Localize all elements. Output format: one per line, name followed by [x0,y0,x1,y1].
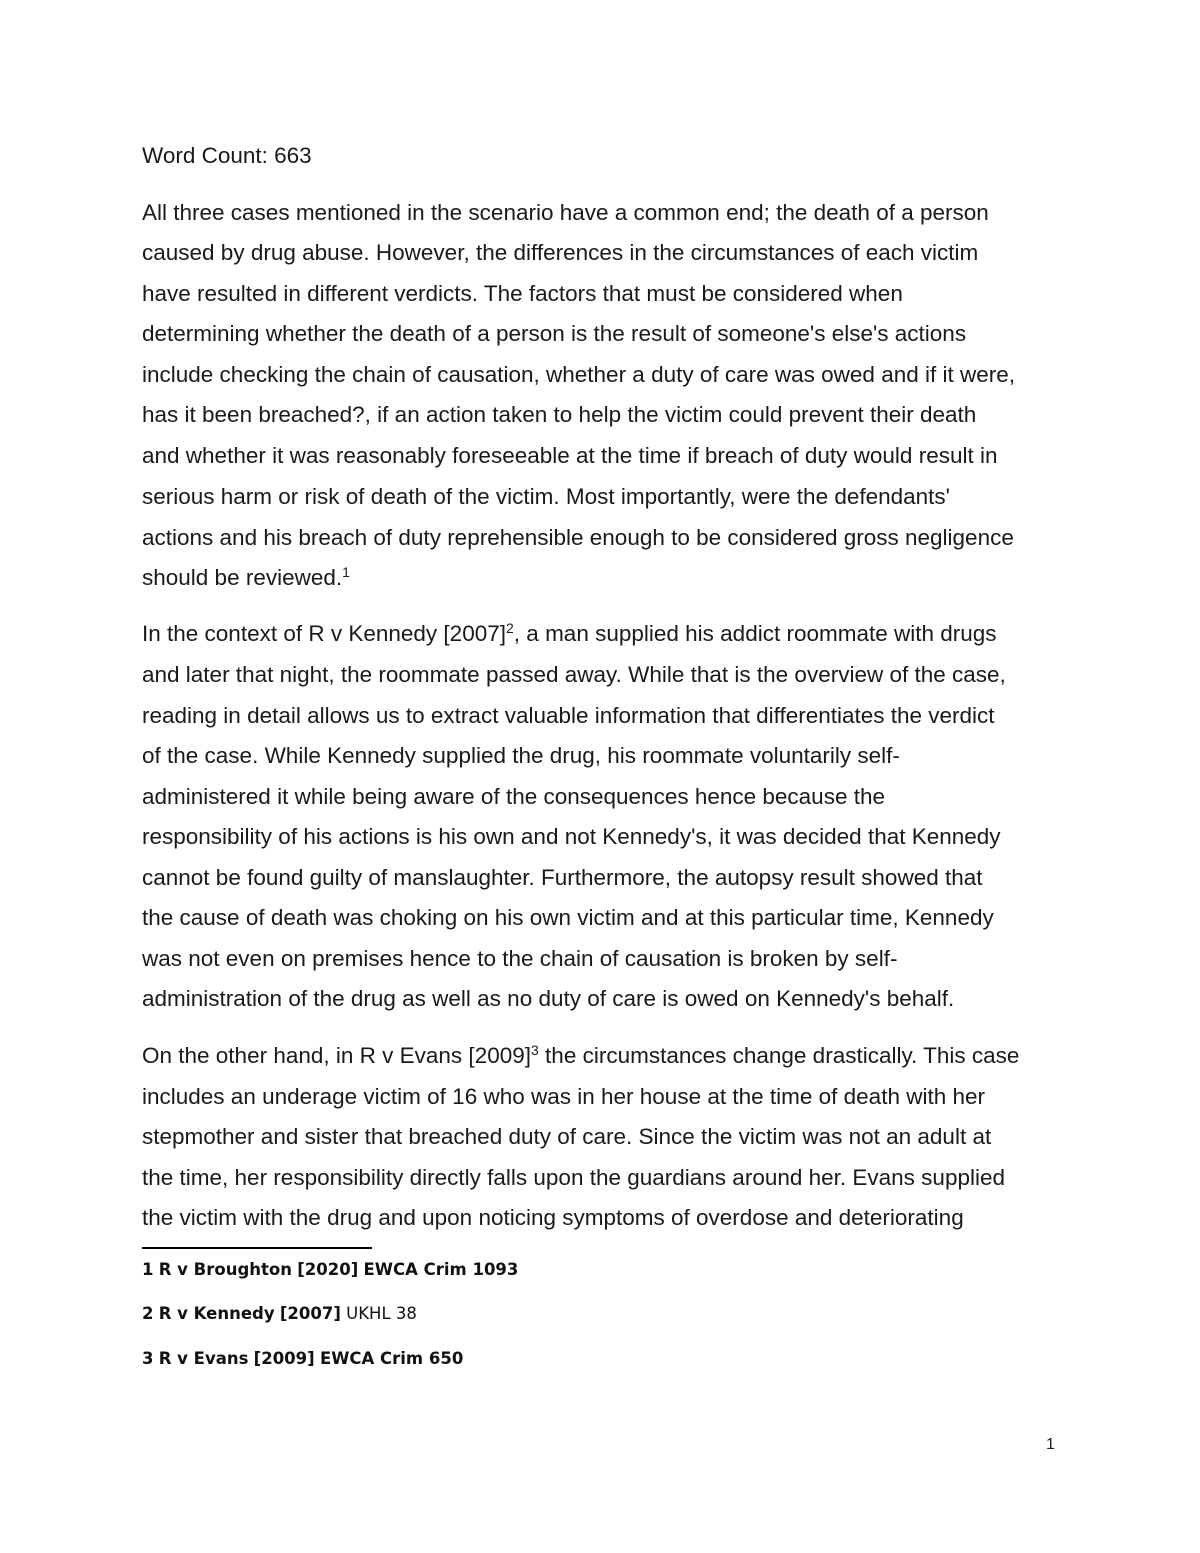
text-span: In the context of R v Kennedy [2007] [142,621,506,646]
footnote-number: 3 [142,1349,154,1368]
text-line: was not even on premises hence to the chain of causation is broken by self- [142,946,898,971]
footnote-separator [142,1247,372,1249]
footnote-2 [142,1303,417,1325]
text-line: stepmother and sister that breached duty of care. Since the victim was not an adult at [142,1124,992,1149]
footnote-ref-3[interactable]: 3 [531,1042,539,1058]
text-line: have resulted in different verdicts. The factors that must be considered when [142,281,903,306]
footnote-case: R v Evans [158,1349,249,1368]
footnote-case: R v Broughton [158,1260,293,1279]
text-line: cannot be found guilty of manslaughter. Furthermore, the autopsy result showed that [142,865,983,890]
footnote-ref-2[interactable]: 2 [506,620,514,636]
text-line: administration of the drug as well as no duty of care is owed on Kennedy's behalf. [142,986,955,1011]
text-line [142,564,350,592]
footnote-year: [2007] [279,1304,341,1323]
footnote-citation: UKHL 38 [346,1304,417,1323]
footnote-3 [142,1348,463,1370]
text-span: On the other hand, in R v Evans [2009] [142,1043,531,1068]
text-line: of the case. While Kennedy supplied the drug, his roommate voluntarily self- [142,743,900,768]
text-line: reading in detail allows us to extract valuable information that differentiates the verdict [142,703,995,728]
text-line: and whether it was reasonably foreseeable at the time if breach of duty would result in [142,443,998,468]
text-line: All three cases mentioned in the scenario have a common end; the death of a person [142,200,989,225]
text-line: actions and his breach of duty reprehensible enough to be considered gross negligence [142,525,1014,550]
text-span: , a man supplied his addict roommate with drugs [513,621,997,646]
text-line: includes an underage victim of 16 who was in her house at the time of death with her [142,1084,985,1109]
text-line: administered it while being aware of the consequences hence because the [142,784,885,809]
text-line: and later that night, the roommate passed away. While that is the overview of the case, [142,662,1006,687]
footnote-year: [2009] [253,1349,315,1368]
text-line: include checking the chain of causation, whether a duty of care was owed and if it were, [142,362,1016,387]
text-line: the cause of death was choking on his own victim and at this particular time, Kennedy [142,905,994,930]
footnote-number: 1 [142,1260,154,1279]
text-span: should be reviewed. [142,565,343,590]
footnote-1 [142,1259,518,1281]
footnote-citation: EWCA Crim 650 [319,1349,464,1368]
text-line: serious harm or risk of death of the victim. Most importantly, were the defendants' [142,484,950,509]
text-line: determining whether the death of a person is the result of someone's else's actions [142,321,967,346]
word-count: Word Count: 663 [142,143,312,168]
footnote-ref-1[interactable]: 1 [342,564,350,580]
text-line: has it been breached?, if an action taken to help the victim could prevent their death [142,402,977,427]
footnote-number: 2 [142,1304,154,1323]
page-number: 1 [1046,1436,1055,1453]
text-line [142,1042,1019,1070]
text-line: caused by drug abuse. However, the differences in the circumstances of each victim [142,240,979,265]
footnote-case: R v Kennedy [158,1304,275,1323]
text-line: the time, her responsibility directly falls upon the guardians around her. Evans supplied [142,1165,1005,1190]
text-line: the victim with the drug and upon noticing symptoms of overdose and deteriorating [142,1205,964,1230]
footnote-year: [2020] [297,1260,359,1279]
text-line [142,620,997,648]
footnote-citation: EWCA Crim 1093 [363,1260,519,1279]
text-span: the circumstances change drastically. This case [538,1043,1020,1068]
text-line: responsibility of his actions is his own and not Kennedy's, it was decided that Kennedy [142,824,1001,849]
